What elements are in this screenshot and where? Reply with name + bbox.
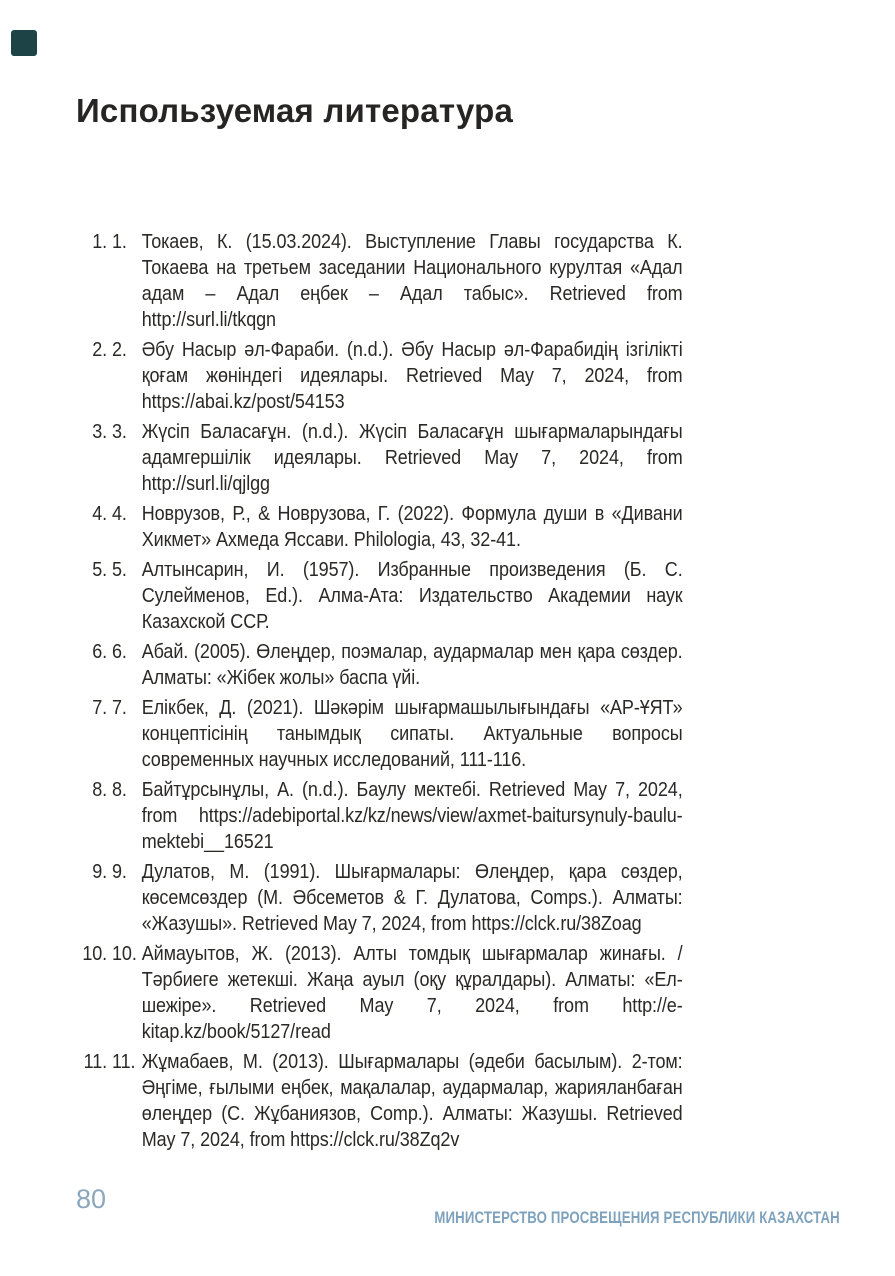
reference-text: Аймауытов, Ж. (2013). Алты томдық шығармалар жинағы. / Тәрбиеге жетекші. Жаңа ауыл (оқу құралдары). Алматы: «Ел-шежіре». Retrieved May 7, 2024, from http://e-kitap.kz/book/5127/read bbox=[141, 943, 683, 1043]
list-item bbox=[112, 695, 683, 773]
page-number: 80 bbox=[76, 1184, 107, 1214]
list-item bbox=[112, 557, 683, 635]
reference-text: Дулатов, М. (1991). Шығармалары: Өлеңдер, қара сөздер, көсемсөздер (М. Әбсеметов & Г. Дулатова, Comps.). Алматы: «Жазушы». Retrieved May 7, 2024, from https://clck.ru/38Zoag bbox=[141, 861, 683, 935]
reference-text: Жұмабаев, М. (2013). Шығармалары (әдеби басылым). 2-том: Әңгіме, ғылыми еңбек, мақалалар, аудармалар, жарияланбаған өлеңдер (С. Жұбаниязов, Comp.). Алматы: Жазушы. Retrieved May 7, 2024, from https://clck.ru/38Zq2v bbox=[141, 1051, 683, 1151]
reference-number: 7. 7. bbox=[112, 697, 127, 719]
reference-text: Новрузов, Р., & Новрузова, Г. (2022). Формула души в «Дивани Хикмет» Ахмеда Яссави. Philologia, 43, 32-41. bbox=[141, 503, 683, 551]
reference-text: Абай. (2005). Өлеңдер, поэмалар, аудармалар мен қара сөздер. Алматы: «Жібек жолы» баспа үйі. bbox=[141, 641, 683, 689]
reference-text: Жүсіп Баласағұн. (n.d.). Жүсіп Баласағұн шығармаларындағы адамгершілік идеялары. Retrieved May 7, 2024, from http://surl.li/qjlgg bbox=[141, 421, 683, 495]
reference-number: 9. 9. bbox=[112, 861, 127, 883]
reference-number: 11. 11. bbox=[112, 1051, 136, 1073]
reference-text: Елікбек, Д. (2021). Шәкәрім шығармашылығындағы «АР-ҰЯТ» концептісінің танымдық сипаты. Актуальные вопросы современных научных исследований, 111-116. bbox=[141, 697, 683, 771]
reference-number: 8. 8. bbox=[112, 779, 127, 801]
list-item bbox=[112, 501, 683, 553]
reference-text: Байтұрсынұлы, А. (n.d.). Баулу мектебі. Retrieved May 7, 2024, from https://adebiportal.kz/kz/news/view/axmet-baitursynuly-baulu-mektebi__16521 bbox=[141, 779, 683, 853]
list-item bbox=[112, 859, 683, 937]
reference-number: 10. 10. bbox=[112, 943, 137, 965]
reference-number: 2. 2. bbox=[112, 339, 127, 361]
ministry-footer-text: МИНИСТЕРСТВО ПРОСВЕЩЕНИЯ РЕСПУБЛИКИ КАЗАХСТАН bbox=[434, 1209, 840, 1227]
list-item bbox=[112, 777, 683, 855]
list-item bbox=[112, 1049, 683, 1153]
reference-number: 3. 3. bbox=[112, 421, 127, 443]
reference-number: 4. 4. bbox=[112, 503, 127, 525]
list-item bbox=[112, 639, 683, 691]
reference-text: Алтынсарин, И. (1957). Избранные произведения (Б. С. Сулейменов, Ed.). Алма-Ата: Издательство Академии наук Казахской ССР. bbox=[141, 559, 683, 633]
reference-text: Токаев, К. (15.03.2024). Выступление Главы государства К. Токаева на третьем заседании Национального курултая «Адал адам – Адал еңбек – Адал табыс». Retrieved from http://surl.li/tkqgn bbox=[141, 231, 683, 331]
list-item bbox=[112, 419, 683, 497]
reference-list bbox=[76, 229, 683, 1157]
reference-number: 6. 6. bbox=[112, 641, 127, 663]
corner-accent-square bbox=[11, 30, 37, 56]
list-item bbox=[112, 337, 683, 415]
list-item bbox=[112, 229, 683, 333]
list-item bbox=[112, 941, 683, 1045]
reference-number: 5. 5. bbox=[112, 559, 127, 581]
reference-text: Әбу Насыр әл-Фараби. (n.d.). Әбу Насыр әл-Фарабидің ізгілікті қоғам жөніндегі идеялары. Retrieved May 7, 2024, from https://abai.kz/post/54153 bbox=[141, 339, 683, 413]
reference-number: 1. 1. bbox=[112, 231, 127, 253]
page-title: Используемая литература bbox=[76, 92, 514, 130]
